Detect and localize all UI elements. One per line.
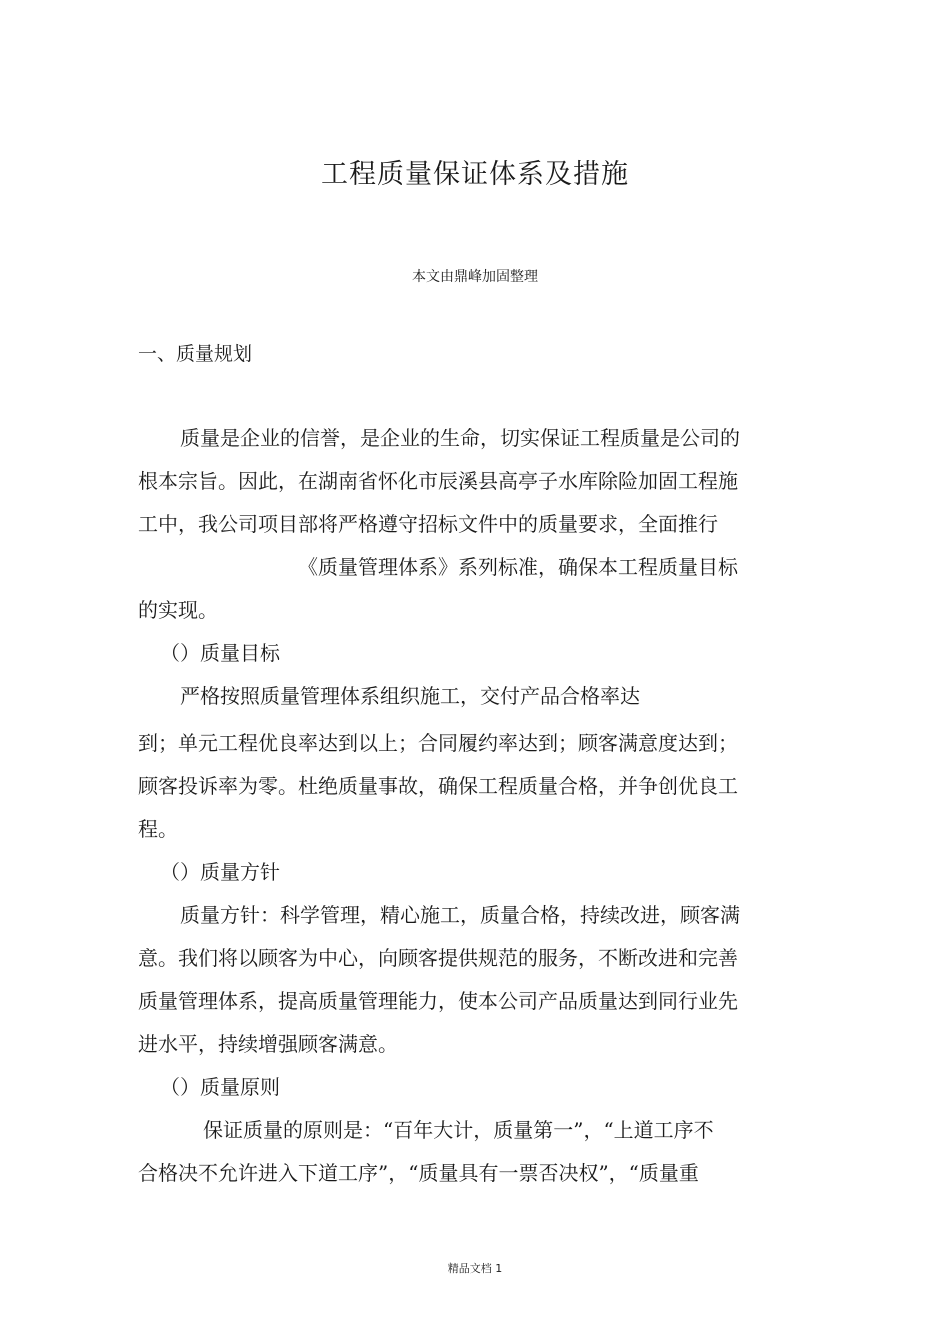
paragraph-line: 到；单元工程优良率达到以上；合同履约率达到；顾客满意度达到； xyxy=(138,731,738,755)
paragraph-line: 质量方针：科学管理，精心施工，质量合格，持续改进，顾客满 xyxy=(180,903,740,927)
paragraph-line: 根本宗旨。因此，在湖南省怀化市辰溪县高亭子水库除险加固工程施 xyxy=(138,469,738,493)
paragraph-line: 质量是企业的信誉，是企业的生命，切实保证工程质量是公司的 xyxy=(180,426,740,450)
paragraph-line: 《质量管理体系》系列标准，确保本工程质量目标 xyxy=(298,555,738,579)
paragraph-line: 进水平，持续增强顾客满意。 xyxy=(138,1032,398,1056)
subsection-heading-quality-principle: （）质量原则 xyxy=(160,1075,280,1099)
paragraph-line: 工中，我公司项目部将严格遵守招标文件中的质量要求，全面推行 xyxy=(138,512,718,536)
document-subtitle: 本文由鼎峰加固整理 xyxy=(412,269,538,285)
paragraph-line: 严格按照质量管理体系组织施工，交付产品合格率达 xyxy=(180,684,640,708)
paragraph-line: 合格决不允许进入下道工序”，“质量具有一票否决权”，“质量重 xyxy=(138,1161,699,1185)
paragraph-line: 意。我们将以顾客为中心，向顾客提供规范的服务，不断改进和完善 xyxy=(138,946,738,970)
paragraph-line: 保证质量的原则是：“百年大计，质量第一”，“上道工序不 xyxy=(203,1118,714,1142)
document-title: 工程质量保证体系及措施 xyxy=(321,159,629,190)
page-footer: 精品文档 1 xyxy=(447,1262,503,1275)
section-heading-quality-planning: 一、质量规划 xyxy=(138,343,253,365)
paragraph-line: 程。 xyxy=(138,817,178,841)
paragraph-line: 质量管理体系，提高质量管理能力，使本公司产品质量达到同行业先 xyxy=(138,989,738,1013)
paragraph-line: 顾客投诉率为零。杜绝质量事故，确保工程质量合格，并争创优良工 xyxy=(138,774,738,798)
paragraph-line: 的实现。 xyxy=(138,598,218,622)
subsection-heading-quality-goal: （）质量目标 xyxy=(160,641,280,665)
subsection-heading-quality-policy: （）质量方针 xyxy=(160,860,280,884)
